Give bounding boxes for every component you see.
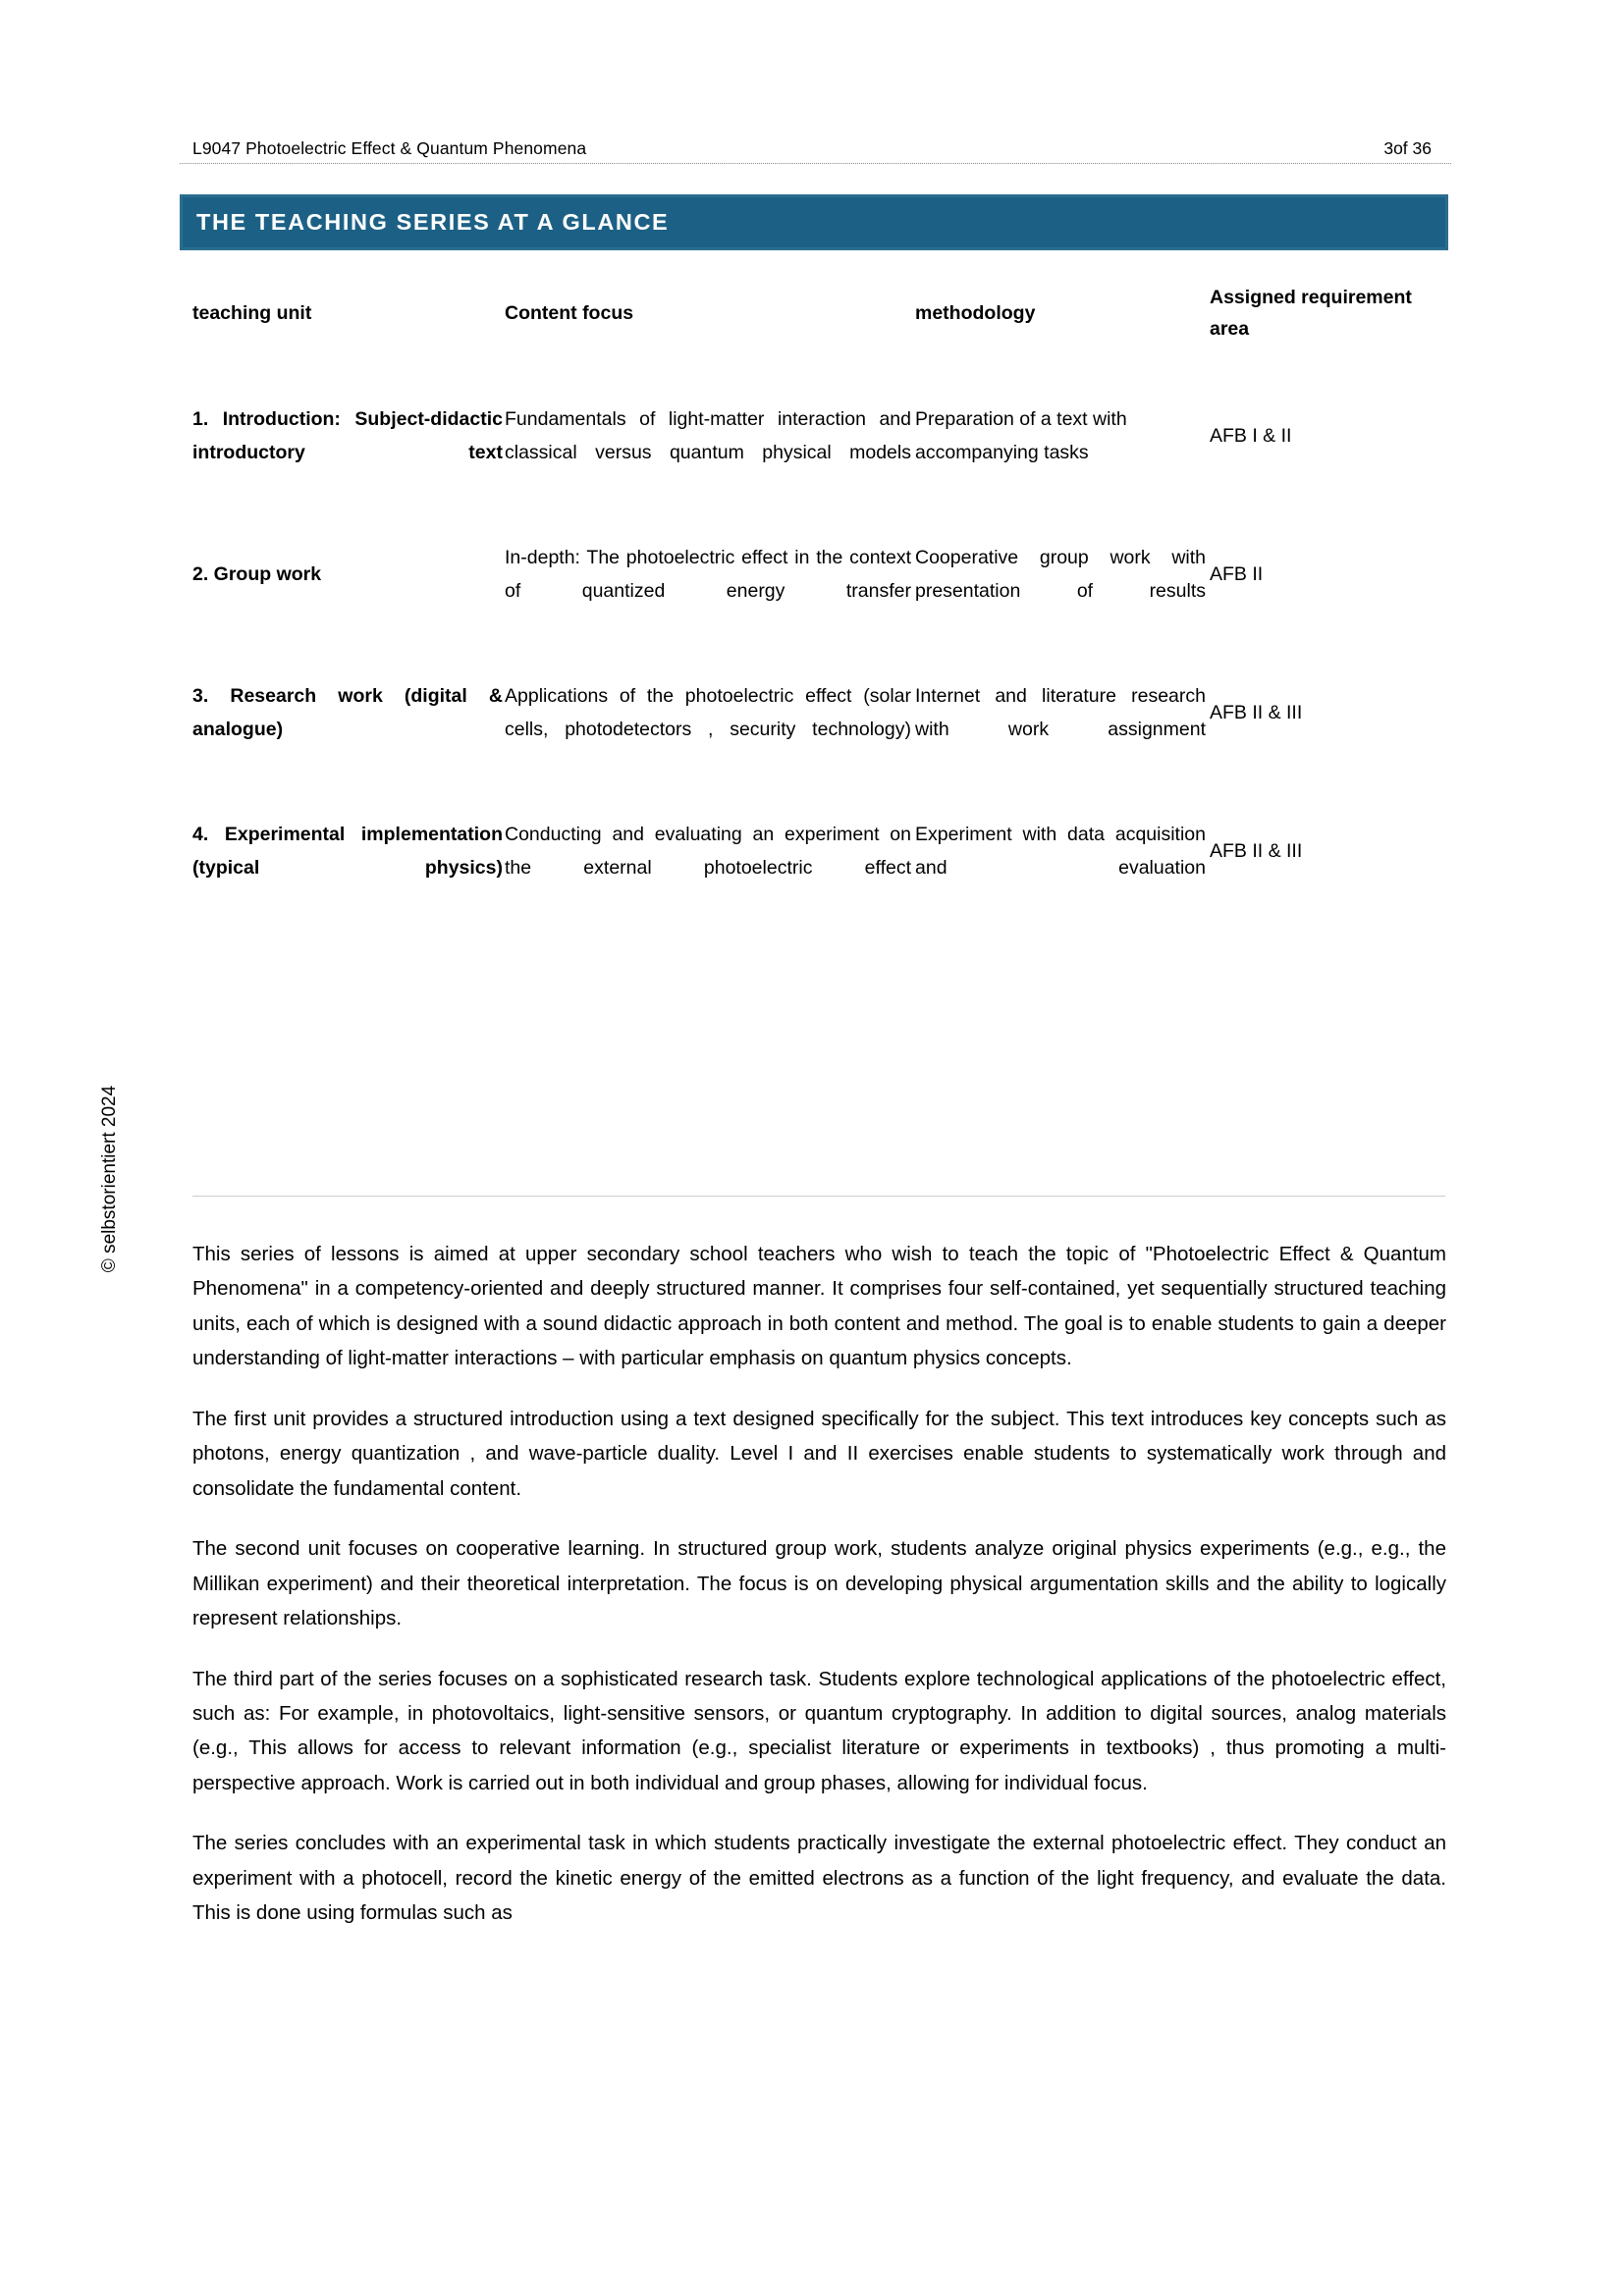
table-row-spacer — [192, 469, 1449, 542]
table-header-row — [192, 283, 1449, 345]
row-unit: 1. Introduction: Subject-didactic introductory text — [192, 408, 503, 463]
row-methodology: Preparation of a text with accompanying tasks — [915, 408, 1127, 463]
teaching-series-table — [192, 283, 1449, 884]
column-header-content-focus: Content focus — [505, 301, 634, 324]
body-paragraph: The third part of the series focuses on a sophisticated research task. Students explore technological applications of the photoelectric effect, such as: For example, in photovoltaics, light-sensitive sensors, or quantum cryptography. In addition to digital sources, analog materials (e.g., This allows for access to relevant information (e.g., specialist literature or experiments in textbooks) , thus promoting a multi-perspective approach. Work is carried out in both individual and group phases, allowing for individual focus. — [192, 1667, 1446, 1794]
row-requirement-area: AFB II & III — [1210, 702, 1303, 724]
row-methodology: Internet and literature research with work assignment — [915, 685, 1206, 740]
row-unit: 2. Group work — [192, 562, 322, 585]
table-row-spacer — [192, 608, 1449, 680]
column-header-methodology: methodology — [915, 301, 1036, 324]
row-unit: 4. Experimental implementation (typical physics) — [192, 824, 503, 879]
table-row — [192, 403, 1449, 469]
header-divider — [180, 163, 1451, 164]
body-paragraph: The second unit focuses on cooperative learning. In structured group work, students analyze original physics experiments (e.g., e.g., the Millikan experiment) and their theoretical interpretation. The focus is on developing physical argumentation skills and the ability to logically represent relationships. — [192, 1537, 1446, 1630]
row-methodology: Cooperative group work with presentation of results — [915, 547, 1206, 602]
section-banner — [180, 194, 1448, 250]
column-header-requirement-area: Assigned requirement area — [1210, 287, 1412, 340]
row-methodology: Experiment with data acquisition and evaluation — [915, 824, 1206, 879]
body-paragraph: The first unit provides a structured introduction using a text designed specifically for the subject. This text introduces key concepts such as photons, energy quantization , and wave-particle duality. Level I and II exercises enable students to systematically work through and consolidate the fundamental content. — [192, 1407, 1446, 1500]
copyright-notice: © selbstorientiert 2024 — [99, 1085, 120, 1273]
row-content-focus: Applications of the photoelectric effect (solar cells, photodetectors , security technology) — [505, 685, 911, 740]
header-page-indicator: 3of 36 — [1383, 138, 1432, 158]
row-content-focus: In-depth: The photoelectric effect in the context of quantized energy transfer — [505, 547, 911, 602]
row-content-focus: Conducting and evaluating an experiment on the external photoelectric effect — [505, 824, 911, 879]
section-banner-title: THE TEACHING SERIES AT A GLANCE — [196, 209, 670, 235]
table-row-spacer — [192, 746, 1449, 819]
table-header-spacer — [192, 345, 1449, 403]
row-requirement-area: AFB II & III — [1210, 840, 1303, 863]
body-paragraph: This series of lessons is aimed at upper secondary school teachers who wish to teach the topic of "Photoelectric Effect & Quantum Phenomena" in a competency-oriented and deeply structured manner. It comprises four self-contained, yet sequentially structured teaching units, each of which is designed with a sound didactic approach in both content and method. The goal is to enable students to gain a deeper understanding of light-matter interactions – with particular emphasis on quantum physics concepts. — [192, 1243, 1446, 1370]
table-row — [192, 542, 1449, 608]
row-requirement-area: AFB I & II — [1210, 424, 1292, 447]
table-row — [192, 680, 1449, 746]
body-paragraph: The series concludes with an experimental task in which students practically investigate the external photoelectric effect. They conduct an experiment with a photocell, record the kinetic energy of the emitted electrons as a function of the light frequency, and evaluate the data. This is done using formulas such as — [192, 1832, 1446, 1925]
row-requirement-area: AFB II — [1210, 562, 1264, 585]
table-bottom-divider — [192, 1196, 1445, 1197]
header-document-title: L9047 Photoelectric Effect & Quantum Phenomena — [192, 138, 587, 158]
body-text — [192, 1237, 1446, 1931]
row-unit: 3. Research work (digital & analogue) — [192, 685, 503, 740]
column-header-teaching-unit: teaching unit — [192, 301, 312, 324]
table-row — [192, 819, 1449, 884]
running-header — [192, 126, 1432, 159]
row-content-focus: Fundamentals of light-matter interaction and classical versus quantum physical models — [505, 408, 911, 463]
